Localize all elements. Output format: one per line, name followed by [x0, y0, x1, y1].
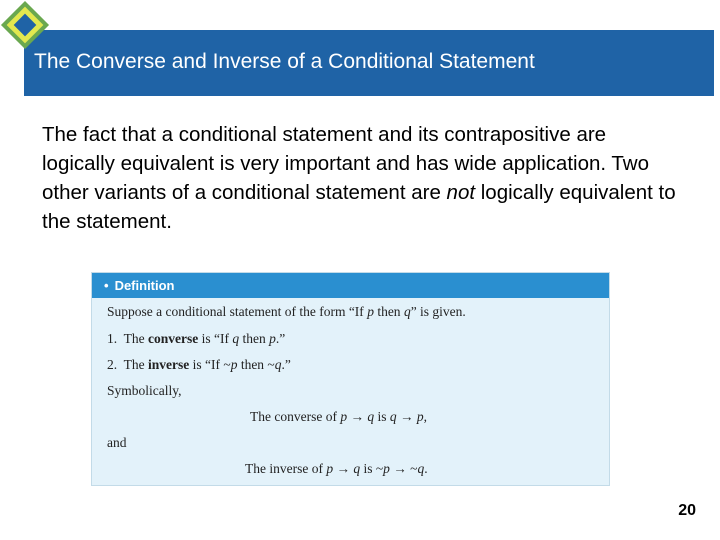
item-text: then ~: [237, 357, 275, 372]
body-paragraph: [42, 120, 682, 236]
var-p: p: [340, 409, 348, 424]
item-text: is “If ~: [189, 357, 231, 372]
var-p: p: [230, 357, 238, 372]
formula-text: ,: [423, 409, 427, 424]
var-p: p: [367, 304, 374, 319]
var-q: q: [417, 461, 425, 476]
intro-text: Suppose a conditional statement of the form “If: [107, 304, 368, 319]
formula-text: is: [374, 409, 390, 424]
formula-text: → ~: [389, 461, 418, 476]
var-q: q: [367, 409, 375, 424]
arrow-icon: →: [336, 461, 350, 476]
intro-then: then: [373, 304, 404, 319]
body-text-start: The fact that a conditional statement and its contrapositive are logically equivalent is very important and has wide application. Two other variants of a conditional statement are: [42, 123, 649, 204]
formula-text: is ~: [360, 461, 384, 476]
arrow-icon: →: [350, 409, 364, 424]
item-number: 2.: [107, 357, 118, 372]
item-text: The: [123, 331, 149, 346]
inverse-formula: [245, 461, 428, 477]
var-q: q: [353, 461, 361, 476]
definition-item-converse: [107, 331, 285, 347]
formula-text: .: [424, 461, 428, 476]
var-p: p: [269, 331, 276, 346]
definition-box: [91, 272, 610, 486]
item-number: 1.: [107, 331, 118, 346]
term-inverse: inverse: [148, 357, 190, 372]
intro-end: ” is given.: [410, 304, 466, 319]
formula-text: The converse of: [250, 409, 341, 424]
var-p: p: [383, 461, 390, 476]
title-bar: [24, 30, 714, 96]
item-text: The: [123, 357, 149, 372]
var-q: q: [403, 304, 411, 319]
item-text: then: [239, 331, 270, 346]
converse-formula: [250, 409, 427, 425]
and-label: and: [107, 435, 127, 450]
item-text: is “If: [198, 331, 233, 346]
item-text: .”: [275, 331, 286, 346]
body-text-end: logically equivalent to the statement.: [42, 181, 676, 233]
body-emphasis: not: [446, 181, 476, 204]
var-q: q: [389, 409, 397, 424]
item-text: .”: [281, 357, 291, 372]
definition-header: [92, 273, 609, 298]
symbolically-label: Symbolically,: [107, 383, 182, 398]
arrow-icon: →: [399, 409, 414, 424]
definition-item-inverse: [107, 357, 291, 373]
var-p: p: [416, 409, 424, 424]
var-q: q: [274, 357, 282, 372]
term-converse: converse: [148, 331, 199, 346]
formula-text: The inverse of: [245, 461, 327, 476]
slide-title: The Converse and Inverse of a Conditional Statement: [34, 50, 535, 73]
page-number: 20: [678, 502, 696, 519]
definition-intro: [107, 304, 466, 320]
definition-title: Definition: [114, 278, 175, 293]
var-p: p: [326, 461, 334, 476]
bullet-icon: •: [104, 278, 109, 293]
var-q: q: [232, 331, 240, 346]
